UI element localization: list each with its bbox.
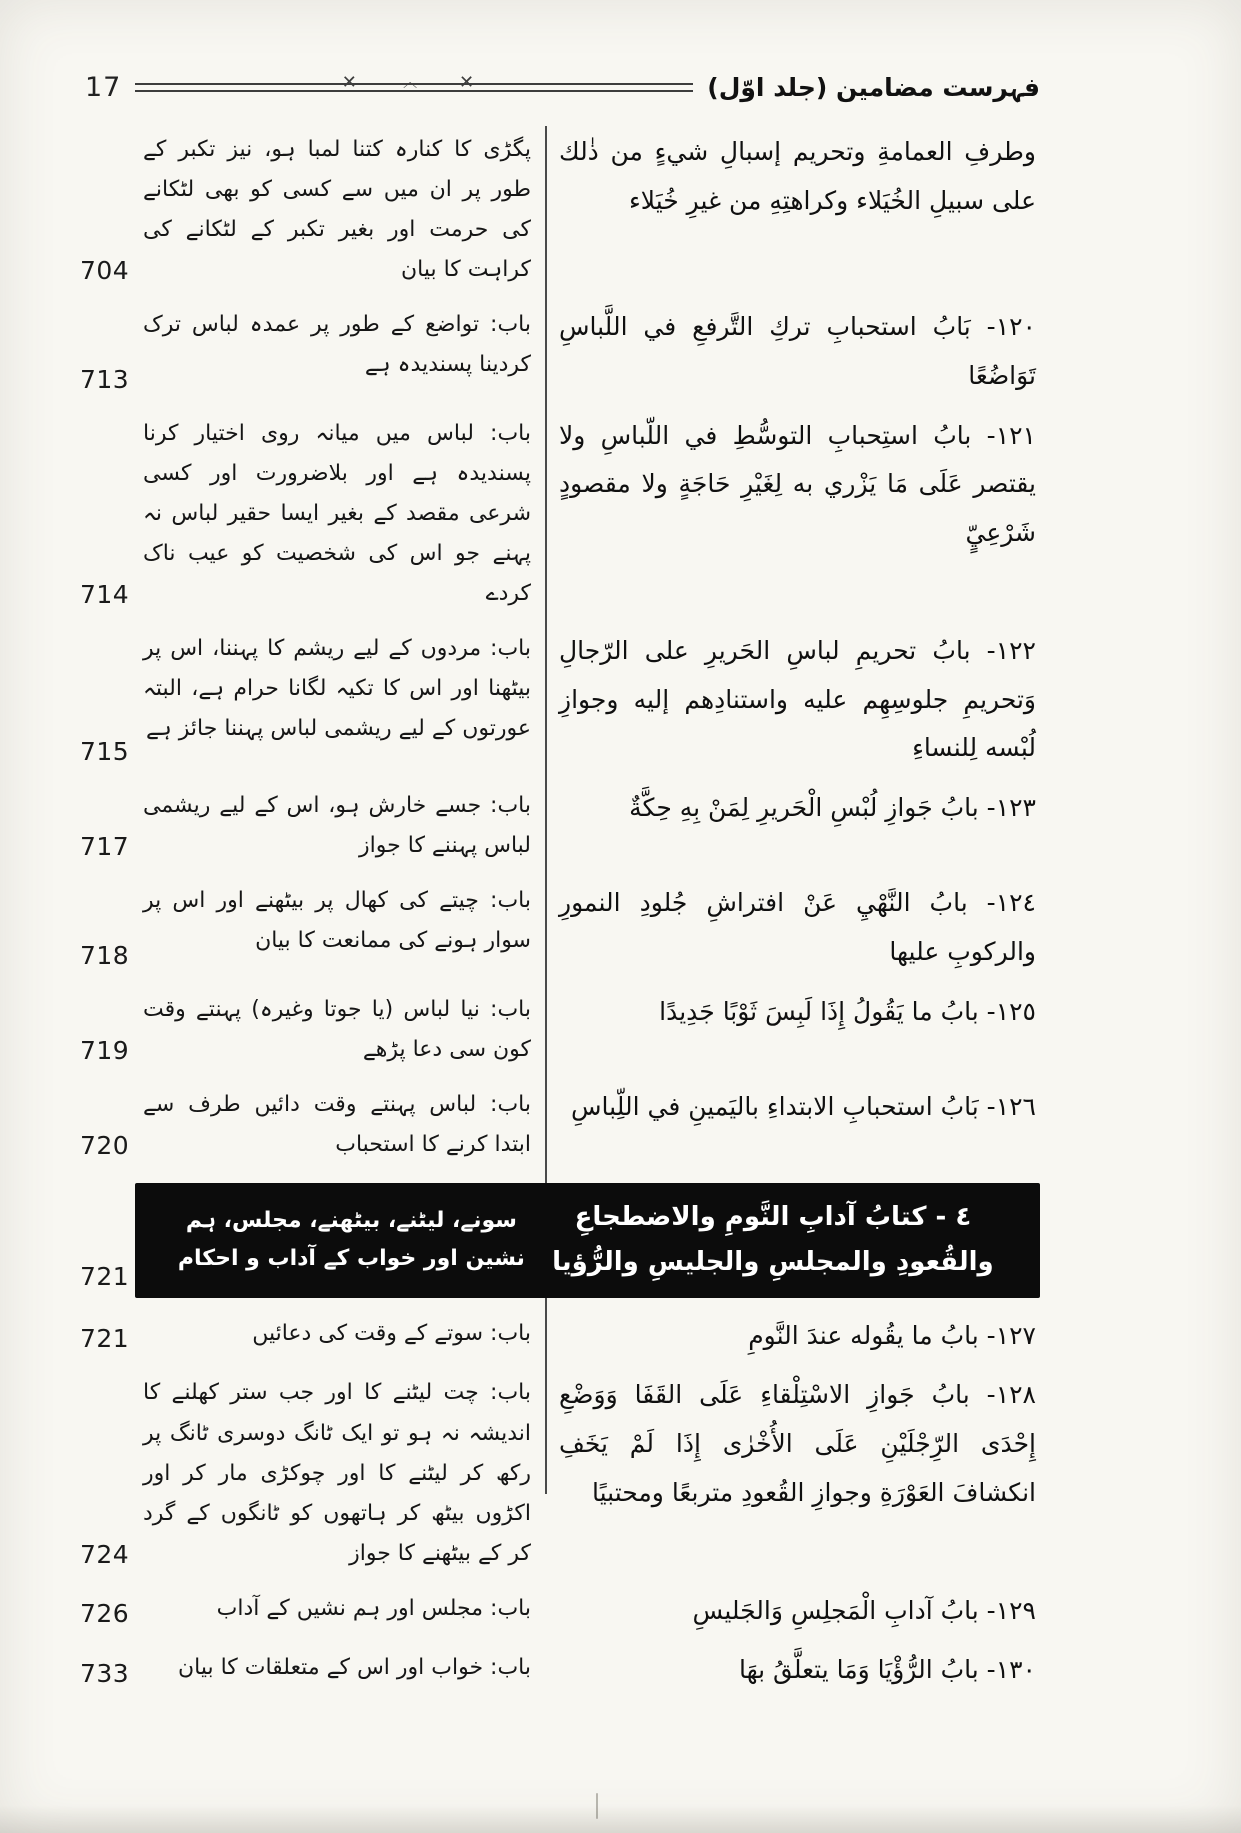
entry-arabic-text: ١٣٠- بابُ الرُّؤْيَا وَمَا يتعلَّقُ بهَا bbox=[738, 1655, 1036, 1685]
section-urdu-title: سونے، لیٹنے، بیٹھنے، مجلس، ہم نشین اور خواب کے آداب و احکام bbox=[177, 1207, 525, 1272]
entry-urdu-text: باب: لباس پہنتے وقت دائیں طرف سے ابتدا کرنے کا استحباب bbox=[143, 1091, 531, 1157]
entry-arabic-text: ١٢٩- بابُ آدابِ الْمَجلِسِ وَالجَليسِ bbox=[692, 1595, 1036, 1625]
entry-urdu-text: باب: تواضع کے طور پر عمدہ لباس ترک کردینا پسندیدہ ہے bbox=[143, 312, 531, 378]
entry-urdu-text: باب: نیا لباس (یا جوتا وغیرہ) پہنتے وقت کون سی دعا پڑھے bbox=[143, 996, 531, 1062]
toc-entry bbox=[80, 1646, 1040, 1695]
section-arabic-title: ٤ - كتابُ آدابِ النَّومِ والاضطجاعِ والقُعودِ والمجلسِ والجليسِ والرُّؤيا bbox=[552, 1201, 994, 1278]
entry-arabic-text: ١٢١- بابُ استِحبابِ التوسُّطِ في اللّباسِ ولا يقتصر عَلَى مَا يَزْري به لِغَيْرِ حَاجَةٍ ولا مقصودٍ شَرْعِيٍّ bbox=[559, 420, 1036, 548]
entry-arabic-text: ١٢٤- بابُ النَّهْيِ عَنْ افتراشِ جُلودِ النمورِ والركوبِ عليها bbox=[559, 888, 1036, 966]
toc-entry bbox=[80, 303, 1040, 401]
toc-entry bbox=[80, 784, 1040, 868]
entry-page-number: 704 bbox=[80, 256, 130, 286]
entry-arabic-text: ١٢٨- بابُ جَوازِ الاسْتِلْقاءِ عَلَى القَفَا وَوَضْعِ إِحْدَى الرِّجْلَيْنِ عَلَى الأُخْرٰى إِذَا لَمْ يَخَفِ انكشافَ العَوْرَةِ وجوازِ القُعودِ متربعًا ومحتبيًا bbox=[559, 1380, 1036, 1507]
entry-page-number: 719 bbox=[80, 1035, 130, 1065]
toc-entry bbox=[80, 627, 1040, 773]
entry-urdu-text: باب: خواب اور اس کے متعلقات کا بیان bbox=[177, 1655, 531, 1681]
entry-page-number: 715 bbox=[80, 737, 130, 767]
page-header bbox=[85, 72, 1040, 103]
toc-entry bbox=[80, 128, 1040, 292]
entry-page-number: 721 bbox=[80, 1324, 130, 1354]
entry-urdu-text: باب: سوتے کے وقت کی دعائیں bbox=[252, 1320, 531, 1346]
entry-page-number: 733 bbox=[80, 1659, 130, 1689]
entry-urdu-text: پگڑی کا کنارہ کتنا لمبا ہو، نیز تکبر کے طور پر ان میں سے کسی کو بھی لٹکانے کی حرمت اور بغیر تکبر کے لٹکانے کی کراہت کا بیان bbox=[143, 137, 531, 283]
entry-arabic-text: ١٢٢- بابُ تحريمِ لباسِ الحَريرِ على الرّجالِ وَتحريمِ جلوسِهِم عليه واستنادِهم إليه وجوازِ لُبْسه لِلنساءِ bbox=[559, 635, 1036, 763]
entry-page-number: 714 bbox=[80, 579, 130, 609]
entry-arabic-text: ١٢٦- بَابُ استحبابِ الابتداءِ باليَمينِ في اللِّباسِ bbox=[571, 1091, 1036, 1121]
toc-entry bbox=[80, 412, 1040, 616]
entry-page-number: 718 bbox=[80, 940, 130, 970]
entry-page-number: 713 bbox=[80, 364, 130, 394]
toc-entry bbox=[80, 1083, 1040, 1167]
entry-urdu-text: باب: لباس میں میانہ روی اختیار کرنا پسندیدہ ہے اور بلاضرورت اور کسی شرعی مقصد کے بغیر ایسا حقیر لباس نہ پہنے جو اس کی شخصیت کو عیب ناک کردے bbox=[143, 420, 531, 606]
rule-cross-ornament-icon: ✕ bbox=[341, 72, 357, 93]
page-fold-mark bbox=[596, 1793, 598, 1819]
toc-entry bbox=[80, 879, 1040, 977]
entry-arabic-text: ١٢٣- بابُ جَوازِ لُبْسِ الْحَريرِ لِمَنْ بِهِ حِكَّةٌ bbox=[629, 793, 1036, 823]
entry-arabic-text: وطرفِ العمامةِ وتحريم إسبالِ شيءٍ من ذٰلك على سبيلِ الخُيَلاء وكراهتِهِ من غيرِ خُيَلاء bbox=[559, 137, 1036, 215]
entry-page-number: 720 bbox=[80, 1130, 130, 1160]
folio-number: 17 bbox=[85, 72, 122, 103]
section-page-number: 721 bbox=[80, 1261, 130, 1291]
header-rule bbox=[135, 72, 693, 93]
entry-urdu-text: باب: مجلس اور ہم نشیں کے آداب bbox=[216, 1595, 531, 1621]
rule-cross-ornament-icon: ✕ bbox=[458, 72, 475, 93]
book-section-row bbox=[80, 1183, 1040, 1298]
toc-entry bbox=[80, 1312, 1040, 1361]
entry-arabic-text: ١٢٧- بابُ ما يقُوله عندَ النَّومِ bbox=[748, 1320, 1036, 1350]
entry-page-number: 724 bbox=[80, 1539, 130, 1569]
toc-content bbox=[80, 128, 1040, 1706]
rule-peak-ornament-icon: ︿ bbox=[403, 75, 418, 91]
entry-urdu-text: باب: جسے خارش ہو، اس کے لیے ریشمی لباس پہننے کا جواز bbox=[143, 793, 531, 859]
toc-entry bbox=[80, 1371, 1040, 1575]
entry-urdu-text: باب: مردوں کے لیے ریشم کا پہننا، اس پر بیٹھنا اور اس کا تکیہ لگانا حرام ہے، البتہ عورتوں کے لیے ریشمی لباس پہننا جائز ہے bbox=[143, 635, 531, 741]
page-title: فہرست مضامین (جلد اوّل) bbox=[707, 73, 1040, 102]
toc-entry bbox=[80, 988, 1040, 1072]
entry-arabic-text: ١٢٥- بابُ ما يَقُولُ إِذَا لَبِسَ ثَوْبًا جَدِيدًا bbox=[659, 996, 1036, 1026]
entry-page-number: 726 bbox=[80, 1599, 130, 1629]
entry-urdu-text: باب: چیتے کی کھال پر بیٹھنے اور اس پر سوار ہونے کی ممانعت کا بیان bbox=[143, 888, 531, 954]
entry-arabic-text: ١٢٠- بَابُ استحبابِ تركِ التَّرفعِ في اللَّباسِ تَوَاضُعًا bbox=[559, 312, 1036, 390]
toc-entry bbox=[80, 1587, 1040, 1636]
entry-page-number: 717 bbox=[80, 832, 130, 862]
entry-urdu-text: باب: چت لیٹنے کا اور جب ستر کھلنے کا اندیشہ نہ ہو تو ایک ٹانگ دوسری ٹانگ پر رکھ کر لیٹنے کا اور چوکڑی مار کر اور اکڑوں بیٹھ کر ہاتھوں کو ٹانگوں کے گرد کر کے بیٹھنے کا جواز bbox=[143, 1380, 531, 1566]
book-section-banner bbox=[135, 1183, 1040, 1298]
